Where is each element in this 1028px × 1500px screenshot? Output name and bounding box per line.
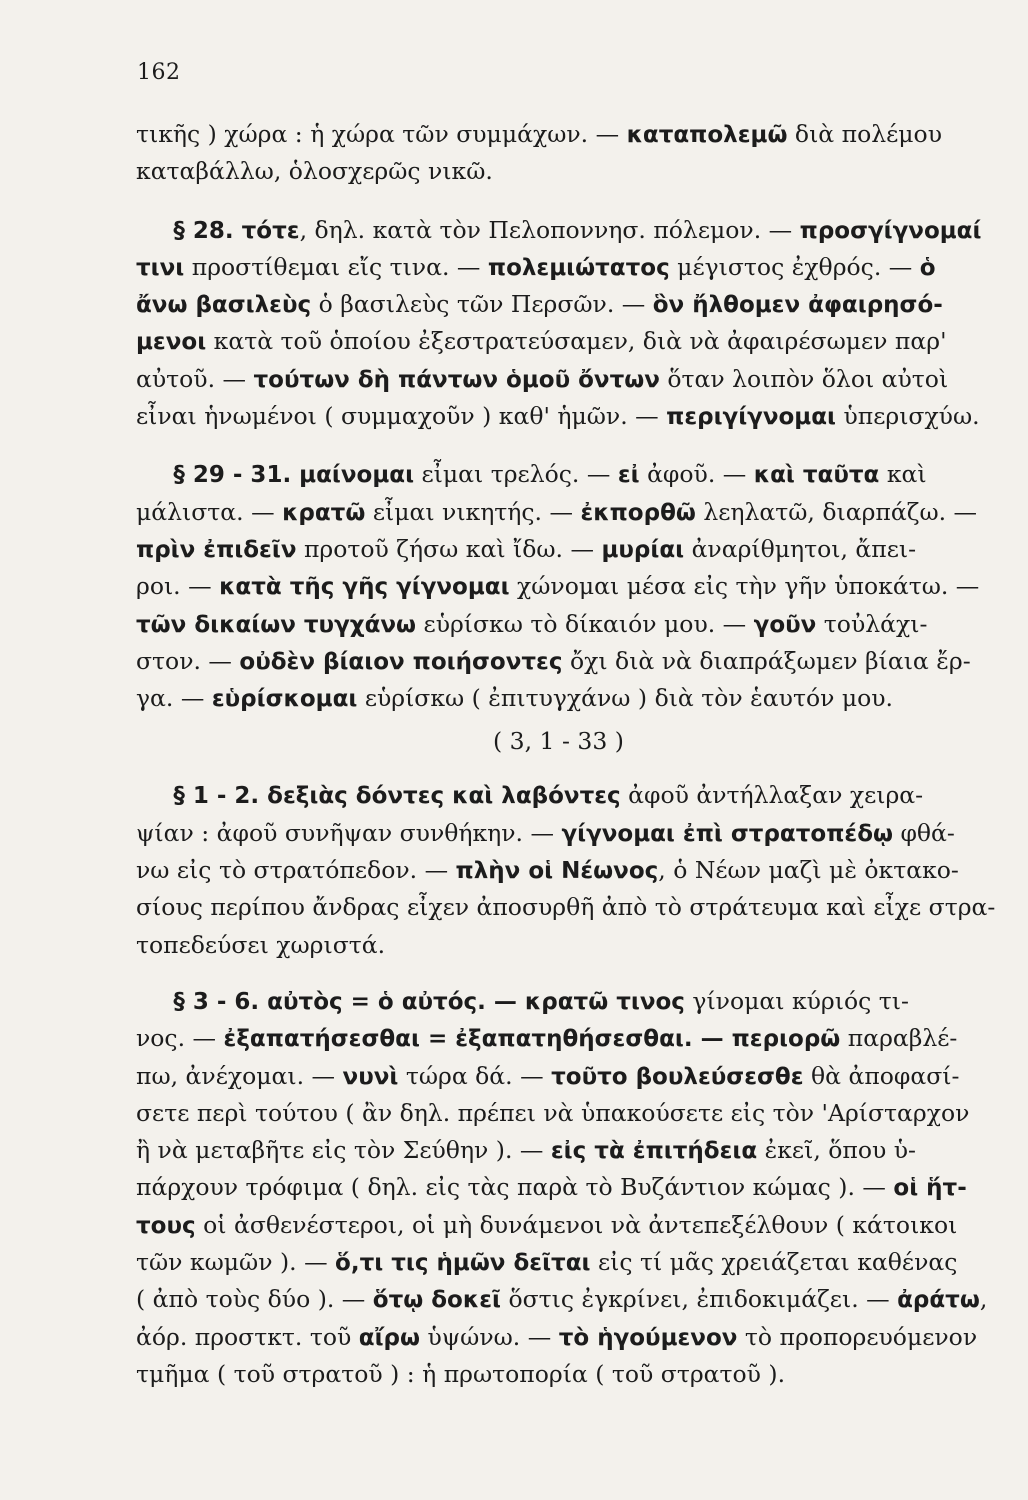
text-line: γα. — εὑρίσκομαι εὑρίσκω ( ἐπιτυγχάνω ) διὰ τὸν ἑαυτόν μου. bbox=[136, 684, 894, 713]
section-label: § 28. τότε bbox=[173, 217, 300, 244]
lemma: τοῦτο βουλεύσεσθε bbox=[551, 1063, 804, 1090]
text-line: τμῆμα ( τοῦ στρατοῦ ) : ἡ πρωτοπορία ( τοῦ στρατοῦ ). bbox=[136, 1359, 786, 1388]
lemma: περιορῶ bbox=[731, 1026, 841, 1053]
text-line: καταβάλλω, ὁλοσχερῶς νικῶ. bbox=[136, 157, 493, 186]
chapter-reference-heading: ( 3, 1 - 33 ) bbox=[493, 727, 624, 756]
text-line: τοπεδεύσει χωριστά. bbox=[136, 930, 386, 959]
lemma: πλὴν οἱ Νέωνος bbox=[455, 858, 659, 885]
lemma: ἄνω βασιλεὺς bbox=[136, 292, 312, 319]
section-label: § 3 - 6. αὐτὸς = ὁ αὐτός. — bbox=[173, 988, 525, 1015]
text-line: αὐτοῦ. — τούτων δὴ πάντων ὁμοῦ ὄντων ὅταν λοιπὸν ὅλοι αὐτοὶ bbox=[136, 364, 949, 393]
lemma: μενοι bbox=[136, 329, 207, 356]
lemma: τινι bbox=[136, 254, 185, 281]
section-label: § 1 - 2. δεξιὰς δόντες καὶ λαβόντες bbox=[173, 783, 621, 810]
text-line: ( ἀπὸ τοὺς δύο ). — ὅτῳ δοκεῖ ὅστις ἐγκρίνει, ἐπιδοκιμάζει. — ἀράτω, bbox=[136, 1285, 988, 1314]
text-line: μενοι κατὰ τοῦ ὁποίου ἐξεστρατεύσαμεν, διὰ νὰ ἀφαιρέσωμεν παρ' bbox=[136, 327, 947, 356]
text-line: εἶναι ἡνωμένοι ( συμμαχοῦν ) καθ' ἡμῶν. — περιγίγνομαι ὑπερισχύω. bbox=[136, 402, 980, 431]
lemma: οἱ ἥτ- bbox=[893, 1175, 967, 1202]
paragraph-continuation bbox=[136, 116, 976, 191]
lemma: πολεμιώτατος bbox=[487, 254, 670, 281]
lemma: γοῦν bbox=[753, 611, 817, 638]
text-line: § 28. τότε, δηλ. κατὰ τὸν Πελοποννησ. πόλεμον. — προσγίγνομαί bbox=[173, 215, 982, 244]
lemma: τους bbox=[136, 1212, 196, 1239]
text-line: νος. — ἐξαπατήσεσθαι = ἐξαπατηθήσεσθαι. — περιορῶ παραβλέ- bbox=[136, 1024, 958, 1053]
lemma: γίγνομαι ἐπὶ στρατοπέδῳ bbox=[561, 820, 893, 847]
lemma: εὑρίσκομαι bbox=[211, 686, 358, 713]
lemma: πρὶν ἐπιδεῖν bbox=[136, 536, 297, 563]
text-line: § 3 - 6. αὐτὸς = ὁ αὐτός. — κρατῶ τινος γίνομαι κύριός τι- bbox=[173, 986, 909, 1015]
text-line: πω, ἀνέχομαι. — νυνὶ τώρα δά. — τοῦτο βουλεύσεσθε θὰ ἀποφασί- bbox=[136, 1061, 960, 1090]
text-line: ἢ νὰ μεταβῆτε εἰς τὸν Σεύθην ). — εἰς τὰ ἐπιτήδεια ἐκεῖ, ὅπου ὑ- bbox=[136, 1136, 916, 1165]
text-line: πάρχουν τρόφιμα ( δηλ. εἰς τὰς παρὰ τὸ Βυζάντιον κώμας ). — οἱ ἥτ- bbox=[136, 1173, 967, 1202]
text-line: σετε περὶ τούτου ( ἂν δηλ. πρέπει νὰ ὑπακούσετε εἰς τὸν 'Αρίσταρχον bbox=[136, 1098, 970, 1127]
lemma: ὃν ἤλθομεν ἀφαιρησό- bbox=[652, 292, 943, 319]
lemma: τὸ ἡγούμενον bbox=[558, 1324, 738, 1351]
lemma: καὶ ταῦτα bbox=[753, 462, 880, 489]
text-line: τῶν δικαίων τυγχάνω εὑρίσκω τὸ δίκαιόν μου. — γοῦν τοὐλάχι- bbox=[136, 609, 928, 638]
text-line: τους οἱ ἀσθενέστεροι, οἱ μὴ δυνάμενοι νὰ ἀντεπεξέλθουν ( κάτοικοι bbox=[136, 1210, 958, 1239]
paragraph-section-28 bbox=[136, 212, 982, 436]
paragraph-section-29-31 bbox=[136, 456, 980, 717]
lemma: μυρίαι bbox=[601, 536, 685, 563]
lemma: οὐδὲν βίαιον ποιήσοντες bbox=[239, 648, 563, 675]
lemma: εἰς τὰ ἐπιτήδεια bbox=[550, 1138, 758, 1165]
lemma: ἐξαπατήσεσθαι = ἐξαπατηθήσεσθαι. — bbox=[223, 1026, 732, 1053]
lemma: τούτων δὴ πάντων ὁμοῦ ὄντων bbox=[253, 366, 660, 393]
text-line: νω εἰς τὸ στρατόπεδον. — πλὴν οἱ Νέωνος, ὁ Νέων μαζὶ μὲ ὀκτακο- bbox=[136, 856, 959, 885]
lemma: νυνὶ bbox=[342, 1063, 399, 1090]
lemma: ὅτῳ δοκεῖ bbox=[372, 1287, 501, 1314]
lemma: αἴρω bbox=[358, 1324, 420, 1351]
text-line: ροι. — κατὰ τῆς γῆς γίγνομαι χώνομαι μέσα εἰς τὴν γῆν ὑποκάτω. — bbox=[136, 572, 980, 601]
text-line: τινι προστίθεμαι εἴς τινα. — πολεμιώτατος μέγιστος ἐχθρός. — ὁ bbox=[136, 252, 936, 281]
text-line: σίους περίπου ἄνδρας εἶχεν ἀποσυρθῆ ἀπὸ τὸ στράτευμα καὶ εἶχε στρα- bbox=[136, 893, 996, 922]
text-line: τικῆς ) χώρα : ἡ χώρα τῶν συμμάχων. — καταπολεμῶ διὰ πολέμου bbox=[136, 120, 942, 148]
lemma: τῶν δικαίων τυγχάνω bbox=[136, 611, 417, 638]
text-line: στον. — οὐδὲν βίαιον ποιήσοντες ὄχι διὰ νὰ διαπράξωμεν βίαια ἔρ- bbox=[136, 646, 971, 675]
lemma: καταπολεμῶ bbox=[626, 122, 788, 148]
text-line: μάλιστα. — κρατῶ εἶμαι νικητής. — ἐκπορθῶ λεηλατῶ, διαρπάζω. — bbox=[136, 497, 978, 526]
lemma: κατὰ τῆς γῆς γίγνομαι bbox=[219, 574, 510, 601]
text-line: § 29 - 31. μαίνομαι εἶμαι τρελός. — εἰ ἀφοῦ. — καὶ ταῦτα καὶ bbox=[173, 460, 927, 489]
lemma: ἀράτω bbox=[897, 1287, 980, 1314]
text-line: ψίαν : ἀφοῦ συνῆψαν συνθήκην. — γίγνομαι ἐπὶ στρατοπέδῳ φθά- bbox=[136, 818, 955, 847]
lemma: ὁ bbox=[919, 254, 936, 281]
lemma: κρατῶ bbox=[282, 499, 366, 526]
section-label: § 29 - 31. μαίνομαι bbox=[173, 462, 415, 489]
lemma: ἐκπορθῶ bbox=[580, 499, 696, 526]
text-line: πρὶν ἐπιδεῖν προτοῦ ζήσω καὶ ἴδω. — μυρίαι ἀναρίθμητοι, ἄπει- bbox=[136, 534, 917, 563]
paragraph-section-1-2 bbox=[136, 777, 996, 963]
text-line: τῶν κωμῶν ). — ὅ,τι τις ἡμῶν δεῖται εἰς τί μᾶς χρειάζεται καθένας bbox=[136, 1248, 958, 1277]
paragraph-section-3-6 bbox=[136, 983, 988, 1393]
lemma: κρατῶ τινος bbox=[524, 988, 685, 1015]
page-number: 162 bbox=[137, 60, 181, 85]
lemma: προσγίγνομαί bbox=[799, 217, 982, 244]
text-line: ἀόρ. προστκτ. τοῦ αἴρω ὑψώνω. — τὸ ἡγούμενον τὸ προπορευόμενον bbox=[136, 1322, 978, 1351]
lemma: περιγίγνομαι bbox=[666, 404, 836, 431]
text-line: ἄνω βασιλεὺς ὁ βασιλεὺς τῶν Περσῶν. — ὃν ἤλθομεν ἀφαιρησό- bbox=[136, 290, 943, 319]
page-body bbox=[136, 116, 996, 1393]
lemma: εἰ bbox=[617, 462, 640, 489]
lemma: ὅ,τι τις ἡμῶν δεῖται bbox=[335, 1250, 591, 1277]
text-line: § 1 - 2. δεξιὰς δόντες καὶ λαβόντες ἀφοῦ ἀντήλλαξαν χειρα- bbox=[173, 781, 924, 810]
